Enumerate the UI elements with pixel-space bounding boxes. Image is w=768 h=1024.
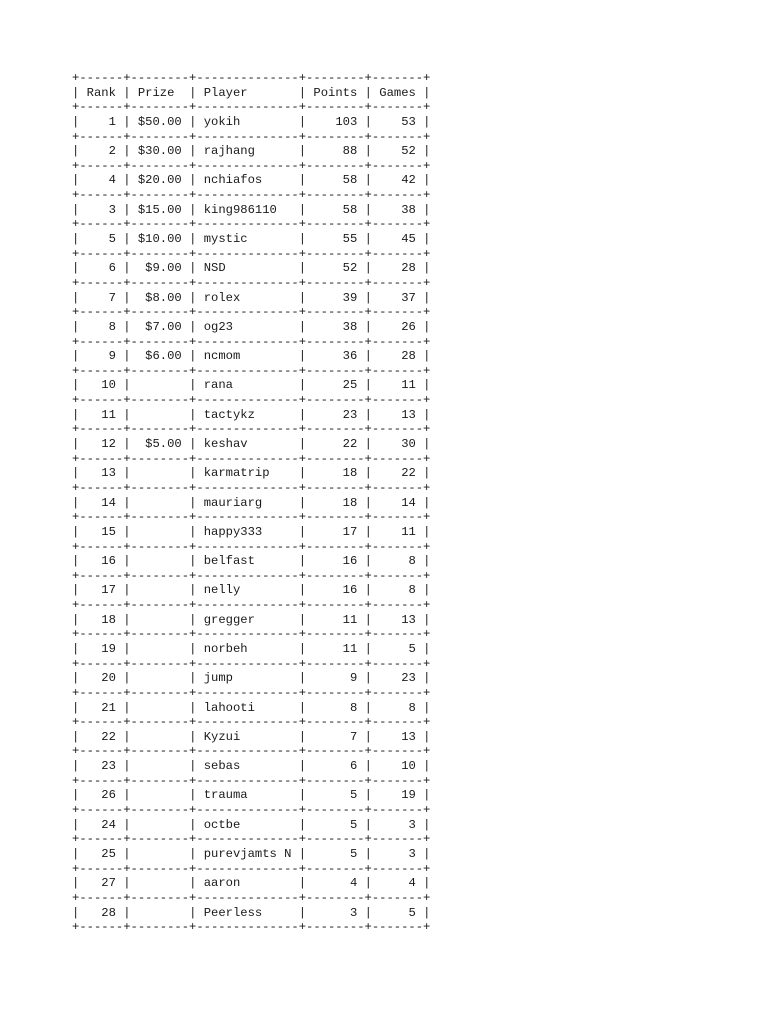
table-row: | 3 | $15.00 | king986110 | 58 | 38 | bbox=[72, 202, 431, 217]
table-cell: 25 bbox=[313, 378, 358, 393]
table-cell: 37 bbox=[379, 290, 416, 305]
table-row: | 18 | | gregger | 11 | 13 | bbox=[72, 612, 431, 627]
table-border: +------+--------+--------------+--------+-------+ bbox=[72, 920, 431, 935]
table-cell: 13 bbox=[379, 407, 416, 422]
table-cell bbox=[138, 730, 182, 744]
table-cell: $8.00 bbox=[137, 290, 182, 305]
table-cell: nelly bbox=[203, 583, 292, 598]
table-border: +------+--------+--------------+--------+-------+ bbox=[72, 715, 431, 730]
table-border: +------+--------+--------------+--------+-------+ bbox=[72, 744, 431, 759]
column-header: Rank bbox=[86, 85, 116, 100]
column-header: Games bbox=[379, 85, 416, 100]
table-cell: 18 bbox=[313, 495, 358, 510]
table-cell: 10 bbox=[379, 759, 416, 774]
table-cell: karmatrip bbox=[203, 466, 292, 481]
table-cell: 27 bbox=[86, 876, 116, 891]
table-cell: 21 bbox=[86, 700, 116, 715]
table-cell: octbe bbox=[203, 817, 292, 832]
table-cell bbox=[138, 525, 182, 539]
table-row: | 28 | | Peerless | 3 | 5 | bbox=[72, 905, 431, 920]
table-border: +------+--------+--------------+--------+-------+ bbox=[72, 422, 431, 437]
table-cell: 13 bbox=[379, 612, 416, 627]
table-cell: norbeh bbox=[203, 641, 292, 656]
table-border: +------+--------+--------------+--------+-------+ bbox=[72, 773, 431, 788]
table-row: | 27 | | aaron | 4 | 4 | bbox=[72, 876, 431, 891]
table-border: +------+--------+--------------+--------+-------+ bbox=[72, 188, 431, 203]
table-border: +------+--------+--------------+--------+-------+ bbox=[72, 685, 431, 700]
table-cell: 88 bbox=[313, 144, 358, 159]
table-row: | 1 | $50.00 | yokih | 103 | 53 | bbox=[72, 114, 431, 129]
table-cell: 8 bbox=[313, 700, 358, 715]
table-row: | 20 | | jump | 9 | 23 | bbox=[72, 671, 431, 686]
table-cell: 5 bbox=[86, 232, 116, 247]
column-header: Player bbox=[203, 85, 292, 100]
table-border: +------+--------+--------------+--------+-------+ bbox=[72, 393, 431, 408]
table-border: +------+--------+--------------+--------+-------+ bbox=[72, 568, 431, 583]
table-row: | 21 | | lahooti | 8 | 8 | bbox=[72, 700, 431, 715]
table-cell: gregger bbox=[203, 612, 292, 627]
table-cell bbox=[138, 701, 182, 715]
table-cell: 11 bbox=[313, 641, 358, 656]
table-cell: $10.00 bbox=[137, 232, 182, 247]
table-cell: 8 bbox=[379, 583, 416, 598]
table-cell: 10 bbox=[86, 378, 116, 393]
table-cell: 38 bbox=[379, 202, 416, 217]
table-cell: 25 bbox=[86, 846, 116, 861]
table-row: | 11 | | tactykz | 23 | 13 | bbox=[72, 407, 431, 422]
table-cell: 4 bbox=[379, 876, 416, 891]
table-cell: 22 bbox=[313, 437, 358, 452]
leaderboard-table bbox=[72, 71, 430, 935]
table-cell: 52 bbox=[379, 144, 416, 159]
table-row: | 5 | $10.00 | mystic | 55 | 45 | bbox=[72, 232, 431, 247]
table-row: | 19 | | norbeh | 11 | 5 | bbox=[72, 641, 431, 656]
table-cell: 16 bbox=[86, 554, 116, 569]
table-cell: 42 bbox=[379, 173, 416, 188]
table-cell: 7 bbox=[313, 729, 358, 744]
table-row: | 13 | | karmatrip | 18 | 22 | bbox=[72, 466, 431, 481]
table-cell: lahooti bbox=[203, 700, 292, 715]
table-cell bbox=[138, 847, 182, 861]
table-row: | 22 | | Kyzui | 7 | 13 | bbox=[72, 729, 431, 744]
table-cell: 4 bbox=[86, 173, 116, 188]
column-header: Points bbox=[313, 85, 358, 100]
table-row: | 14 | | mauriarg | 18 | 14 | bbox=[72, 495, 431, 510]
table-cell: $7.00 bbox=[137, 319, 182, 334]
table-cell: 8 bbox=[379, 700, 416, 715]
table-cell bbox=[138, 876, 182, 890]
table-cell: 11 bbox=[379, 524, 416, 539]
table-cell: mystic bbox=[203, 232, 292, 247]
table-cell: 23 bbox=[379, 671, 416, 686]
table-cell: 53 bbox=[379, 114, 416, 129]
table-cell: rajhang bbox=[203, 144, 292, 159]
table-border: +------+--------+--------------+--------+-------+ bbox=[72, 129, 431, 144]
table-cell: 13 bbox=[379, 729, 416, 744]
table-row: | 26 | | trauma | 5 | 19 | bbox=[72, 788, 431, 803]
table-cell: 11 bbox=[86, 407, 116, 422]
table-border: +------+--------+--------------+--------+-------+ bbox=[72, 803, 431, 818]
table-cell: 3 bbox=[313, 905, 358, 920]
table-border: +------+--------+--------------+--------+-------+ bbox=[72, 890, 431, 905]
table-border: +------+--------+--------------+--------+-------+ bbox=[72, 71, 431, 85]
table-border: +------+--------+--------------+--------+-------+ bbox=[72, 246, 431, 261]
table-cell: king986110 bbox=[203, 202, 292, 217]
table-cell: 5 bbox=[379, 905, 416, 920]
table-border: +------+--------+--------------+--------+-------+ bbox=[72, 832, 431, 847]
table-cell: 3 bbox=[379, 817, 416, 832]
table-cell: 16 bbox=[313, 583, 358, 598]
table-border: +------+--------+--------------+--------+-------+ bbox=[72, 861, 431, 876]
table-cell: 5 bbox=[313, 846, 358, 861]
table-border: +------+--------+--------------+--------+-------+ bbox=[72, 539, 431, 554]
table-cell: 30 bbox=[379, 437, 416, 452]
table-cell: 52 bbox=[313, 261, 358, 276]
table-cell: 14 bbox=[86, 495, 116, 510]
table-border: +------+--------+--------------+--------+-------+ bbox=[72, 217, 431, 232]
table-cell bbox=[138, 759, 182, 773]
table-cell: ncmom bbox=[203, 349, 292, 364]
table-cell: $50.00 bbox=[137, 114, 182, 129]
table-row: | 23 | | sebas | 6 | 10 | bbox=[72, 759, 431, 774]
table-cell: 2 bbox=[86, 144, 116, 159]
table-cell: 15 bbox=[86, 524, 116, 539]
table-border: +------+--------+--------------+--------+-------+ bbox=[72, 363, 431, 378]
table-cell: Peerless bbox=[203, 905, 292, 920]
table-cell: 14 bbox=[379, 495, 416, 510]
table-cell: 8 bbox=[379, 554, 416, 569]
table-cell: 9 bbox=[313, 671, 358, 686]
table-border: +------+--------+--------------+--------+-------+ bbox=[72, 510, 431, 525]
table-row: | 10 | | rana | 25 | 11 | bbox=[72, 378, 431, 393]
table-cell: mauriarg bbox=[203, 495, 292, 510]
table-border: +------+--------+--------------+--------+-------+ bbox=[72, 480, 431, 495]
table-cell bbox=[138, 613, 182, 627]
table-row: | 8 | $7.00 | og23 | 38 | 26 | bbox=[72, 319, 431, 334]
table-cell: 28 bbox=[379, 261, 416, 276]
table-cell bbox=[138, 408, 182, 422]
table-cell: NSD bbox=[203, 261, 292, 276]
table-cell: 22 bbox=[379, 466, 416, 481]
table-row: | 7 | $8.00 | rolex | 39 | 37 | bbox=[72, 290, 431, 305]
table-cell: 5 bbox=[313, 788, 358, 803]
table-border: +------+--------+--------------+--------+-------+ bbox=[72, 275, 431, 290]
table-cell: og23 bbox=[203, 319, 292, 334]
table-cell: 23 bbox=[313, 407, 358, 422]
table-row: | 12 | $5.00 | keshav | 22 | 30 | bbox=[72, 437, 431, 452]
table-cell: 12 bbox=[86, 437, 116, 452]
table-cell: happy333 bbox=[203, 524, 292, 539]
table-cell: trauma bbox=[203, 788, 292, 803]
table-cell: 28 bbox=[379, 349, 416, 364]
table-cell: 18 bbox=[313, 466, 358, 481]
table-cell: 24 bbox=[86, 817, 116, 832]
table-cell: 19 bbox=[379, 788, 416, 803]
table-row: | 9 | $6.00 | ncmom | 36 | 28 | bbox=[72, 349, 431, 364]
table-border: +------+--------+--------------+--------+-------+ bbox=[72, 158, 431, 173]
table-cell: 8 bbox=[86, 319, 116, 334]
table-border: +------+--------+--------------+--------+-------+ bbox=[72, 627, 431, 642]
table-cell: $9.00 bbox=[137, 261, 182, 276]
table-cell: $15.00 bbox=[137, 202, 182, 217]
table-row: | 4 | $20.00 | nchiafos | 58 | 42 | bbox=[72, 173, 431, 188]
table-cell: 55 bbox=[313, 232, 358, 247]
table-cell bbox=[138, 818, 182, 832]
table-cell: 22 bbox=[86, 729, 116, 744]
table-cell: 16 bbox=[313, 554, 358, 569]
table-cell: aaron bbox=[203, 876, 292, 891]
table-cell bbox=[138, 554, 182, 568]
table-cell: 5 bbox=[379, 641, 416, 656]
table-cell: 9 bbox=[86, 349, 116, 364]
table-cell: 39 bbox=[313, 290, 358, 305]
table-cell: tactykz bbox=[203, 407, 292, 422]
table-cell: 6 bbox=[86, 261, 116, 276]
table-border: +------+--------+--------------+--------+-------+ bbox=[72, 334, 431, 349]
table-cell: 13 bbox=[86, 466, 116, 481]
table-cell: 58 bbox=[313, 202, 358, 217]
table-border: +------+--------+--------------+--------+-------+ bbox=[72, 100, 431, 115]
table-cell: 11 bbox=[313, 612, 358, 627]
table-cell: 26 bbox=[379, 319, 416, 334]
table-cell: 11 bbox=[379, 378, 416, 393]
table-cell: 36 bbox=[313, 349, 358, 364]
table-cell bbox=[138, 906, 182, 920]
table-cell: 6 bbox=[313, 759, 358, 774]
table-cell: jump bbox=[203, 671, 292, 686]
table-row: | 24 | | octbe | 5 | 3 | bbox=[72, 817, 431, 832]
table-cell: nchiafos bbox=[203, 173, 292, 188]
table-cell bbox=[138, 583, 182, 597]
table-cell: 20 bbox=[86, 671, 116, 686]
column-header: Prize bbox=[137, 85, 182, 100]
table-cell: $6.00 bbox=[137, 349, 182, 364]
table-cell: keshav bbox=[203, 437, 292, 452]
table-cell: purevjamts N bbox=[203, 846, 292, 861]
table-cell: rolex bbox=[203, 290, 292, 305]
table-row: | 17 | | nelly | 16 | 8 | bbox=[72, 583, 431, 598]
table-cell bbox=[138, 466, 182, 480]
table-cell: $5.00 bbox=[137, 437, 182, 452]
table-cell: yokih bbox=[203, 114, 292, 129]
table-row: | 2 | $30.00 | rajhang | 88 | 52 | bbox=[72, 144, 431, 159]
table-cell: 5 bbox=[313, 817, 358, 832]
table-cell bbox=[138, 378, 182, 392]
table-cell: 4 bbox=[313, 876, 358, 891]
table-cell: 18 bbox=[86, 612, 116, 627]
table-cell: 17 bbox=[313, 524, 358, 539]
table-cell: 103 bbox=[313, 114, 358, 129]
table-cell bbox=[138, 788, 182, 802]
table-header: | Rank | Prize | Player | Points | Games | bbox=[72, 85, 431, 100]
table-border: +------+--------+--------------+--------+-------+ bbox=[72, 451, 431, 466]
table-cell: belfast bbox=[203, 554, 292, 569]
table-row: | 25 | | purevjamts N | 5 | 3 | bbox=[72, 846, 431, 861]
table-border: +------+--------+--------------+--------+-------+ bbox=[72, 598, 431, 613]
table-cell: 58 bbox=[313, 173, 358, 188]
table-cell: 17 bbox=[86, 583, 116, 598]
table-border: +------+--------+--------------+--------+-------+ bbox=[72, 305, 431, 320]
table-cell: 26 bbox=[86, 788, 116, 803]
table-cell bbox=[138, 671, 182, 685]
table-row: | 16 | | belfast | 16 | 8 | bbox=[72, 554, 431, 569]
table-cell: 19 bbox=[86, 641, 116, 656]
table-cell: rana bbox=[203, 378, 292, 393]
table-border: +------+--------+--------------+--------+-------+ bbox=[72, 656, 431, 671]
table-cell: Kyzui bbox=[203, 729, 292, 744]
table-cell: 45 bbox=[379, 232, 416, 247]
table-row: | 6 | $9.00 | NSD | 52 | 28 | bbox=[72, 261, 431, 276]
table-cell: 7 bbox=[86, 290, 116, 305]
table-cell bbox=[138, 496, 182, 510]
table-cell: 38 bbox=[313, 319, 358, 334]
table-cell bbox=[138, 642, 182, 656]
table-cell: $20.00 bbox=[137, 173, 182, 188]
table-cell: sebas bbox=[203, 759, 292, 774]
table-cell: $30.00 bbox=[137, 144, 182, 159]
table-cell: 23 bbox=[86, 759, 116, 774]
table-cell: 3 bbox=[86, 202, 116, 217]
table-cell: 1 bbox=[86, 114, 116, 129]
table-cell: 3 bbox=[379, 846, 416, 861]
table-cell: 28 bbox=[86, 905, 116, 920]
table-row: | 15 | | happy333 | 17 | 11 | bbox=[72, 524, 431, 539]
